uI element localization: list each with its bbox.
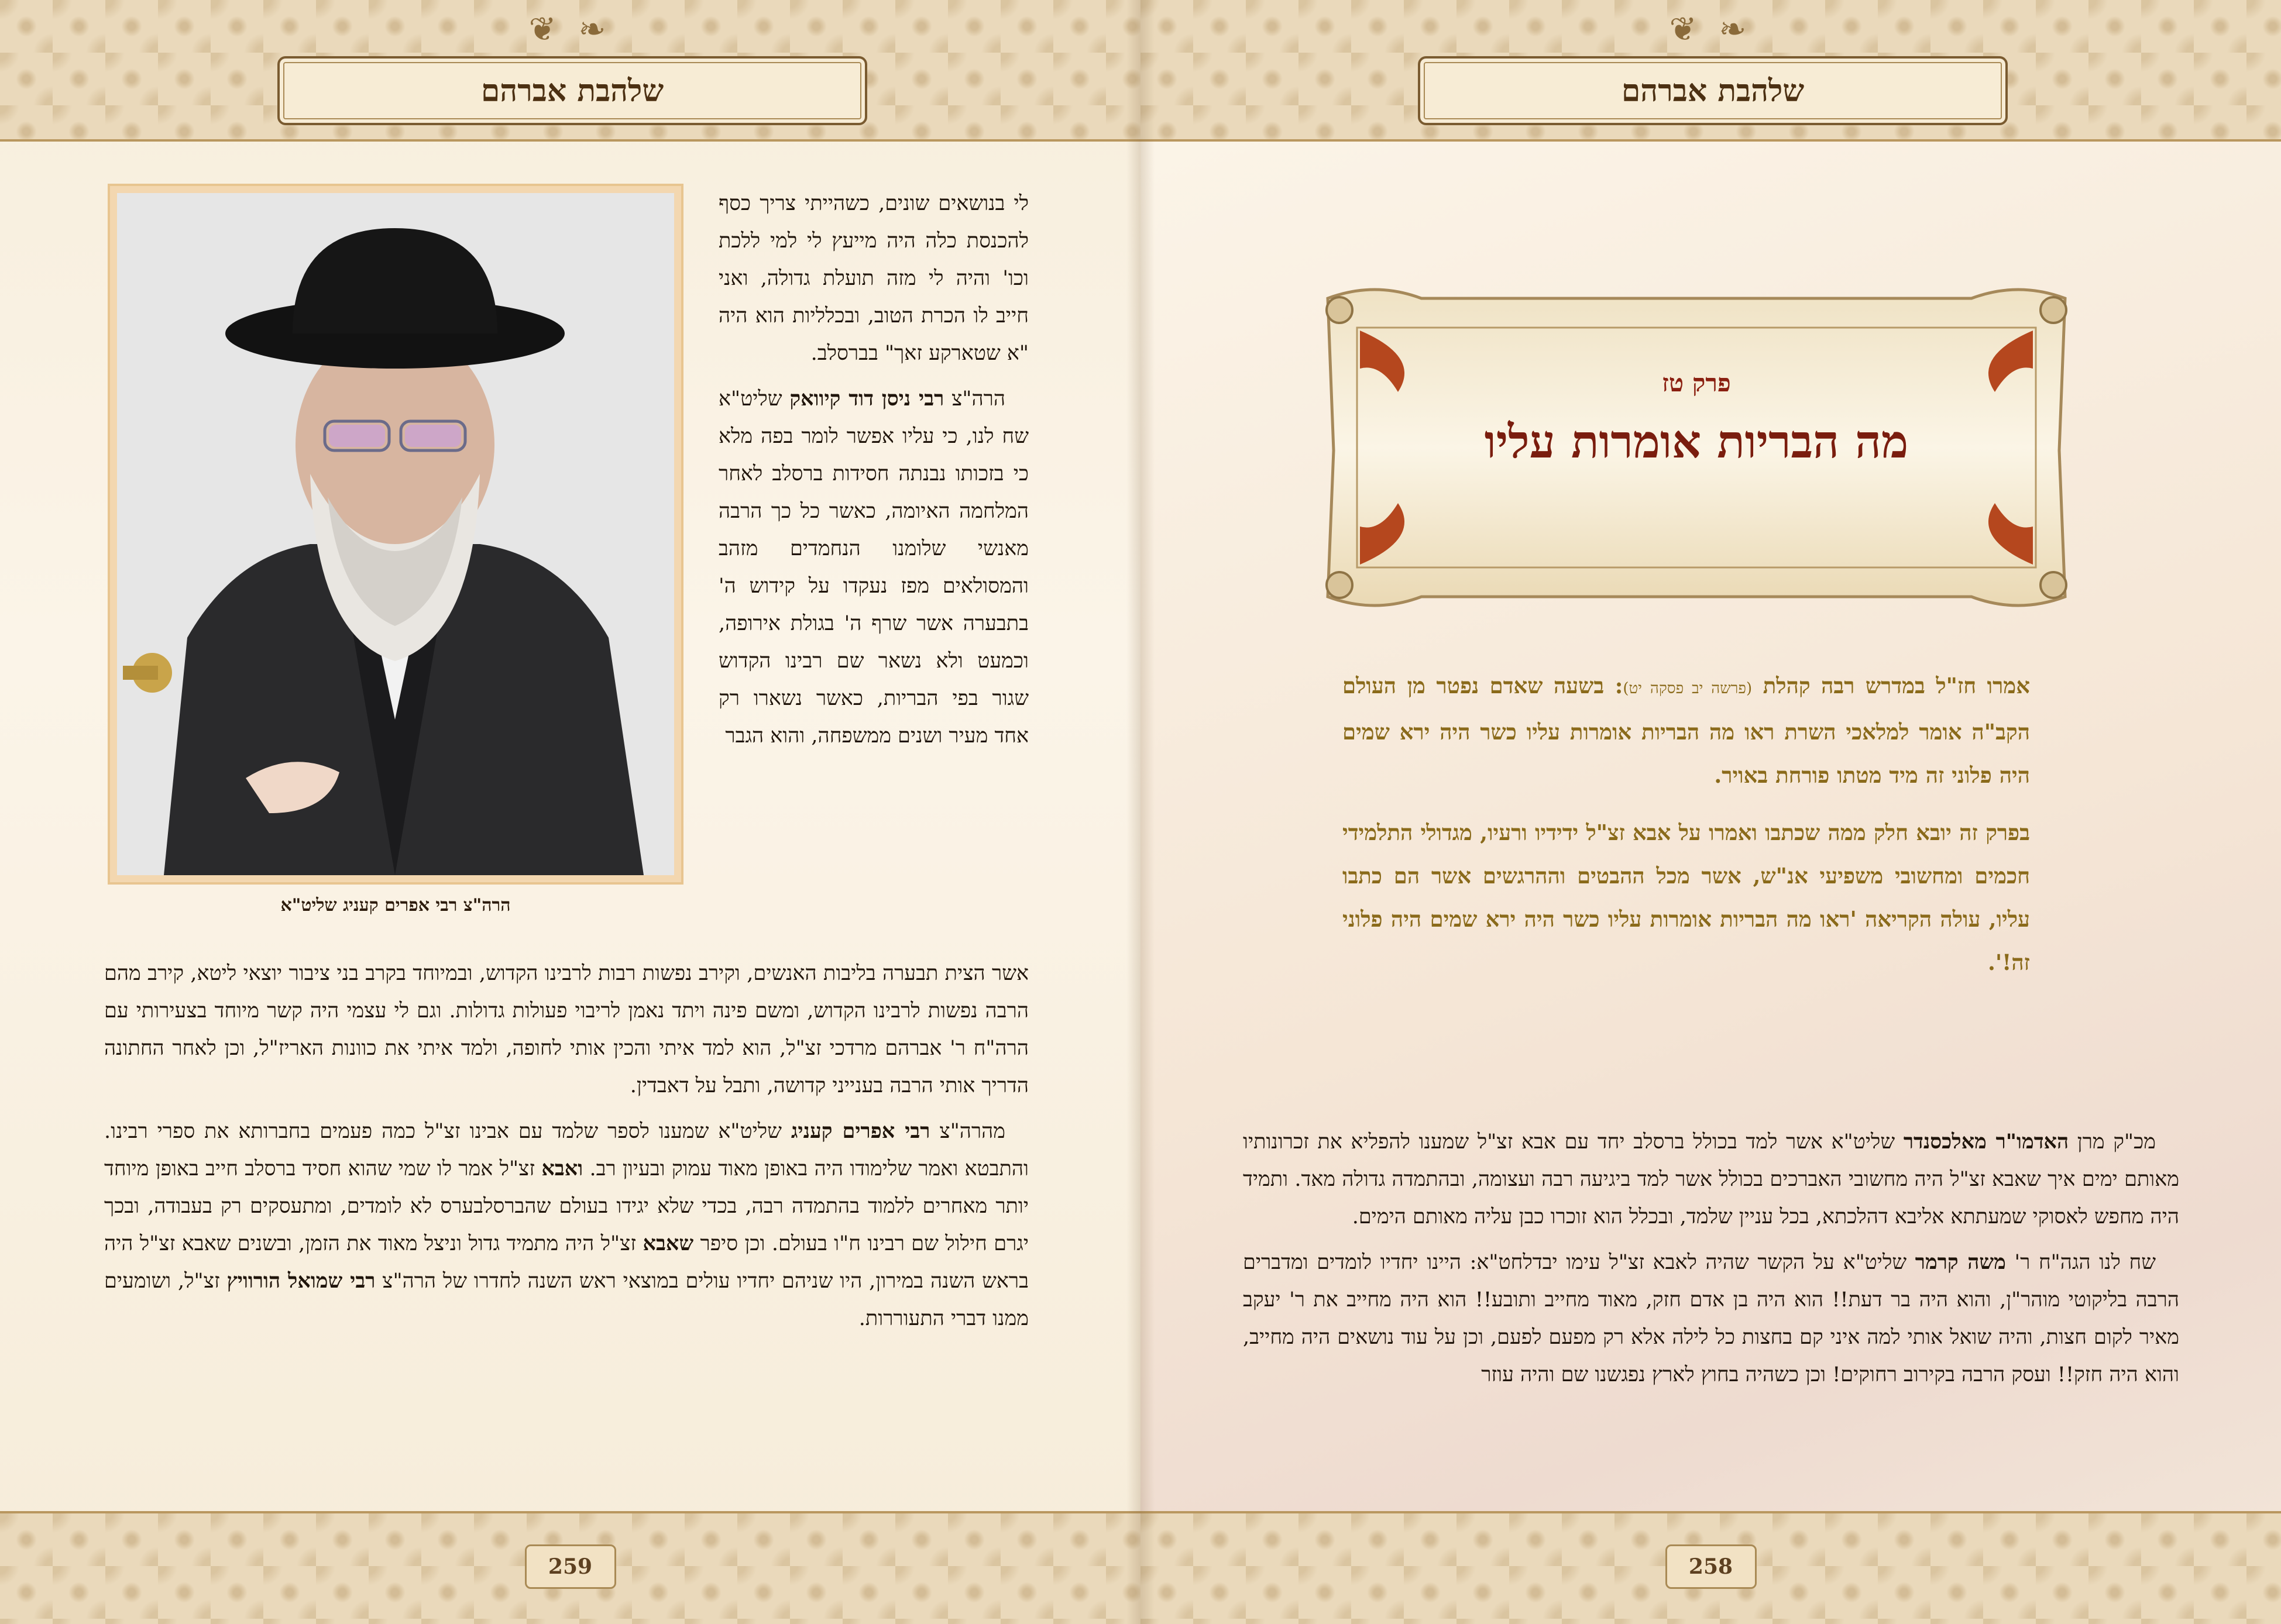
text-run: מכ"ק מרן: [2069, 1130, 2156, 1154]
rabbi-portrait-illustration: [117, 193, 674, 875]
name-bold: משה קרמר: [1915, 1250, 2006, 1274]
paragraph: [1243, 1244, 2179, 1394]
source-citation: (פרשה יב פסקה יט): [1623, 680, 1753, 697]
running-header: [1418, 56, 2008, 125]
text-run: שליט"א שח לנו, כי עליו אפשר לומר בפה מלא כי בזכותו נבנתה חסידות ברסלב לאחר המלחמה האיומה, כאשר כל כך הרבה מאנשי שלומנו הנחמדים מזהב והמסולאים מפז נעקדו על קידוש ה' בתבערה אשר שרף ה' בגולת אירופה, וכמעט ולא נשאר שם רבינו הקדוש שגור בפי הבריות, כאשר נשארו רק אחד מעיר ושנים ממשפחה, והוא הגבר: [719, 387, 1029, 748]
left-narrow-column: [719, 185, 1029, 763]
name-bold: שאבא: [643, 1231, 694, 1255]
name-bold: ואבא: [541, 1157, 583, 1181]
paragraph: [719, 380, 1029, 755]
page-258: [1140, 0, 2281, 1624]
book-spine-shadow: [1126, 0, 1155, 1624]
left-wide-column: [104, 955, 1029, 1346]
name-bold: רבי אפרים קעניג: [791, 1119, 930, 1143]
chapter-number: פרק טז: [1662, 369, 1731, 397]
paragraph: [1243, 1123, 2179, 1236]
chapter-title: מה הבריות אומרות עליו: [1484, 415, 1909, 469]
page-259: [0, 0, 1140, 1624]
name-bold: רבי ניסן דוד קיוואק: [789, 387, 944, 411]
right-body-column: [1243, 1123, 2179, 1402]
text-run: זצ"ל היה מתמיד גדול וניצל מאוד את הזמן, ובשנים שאבא זצ"ל היה בראש השנה במירון, היו שניהם יחדיו עולים במוצאי ראש השנה לחדרו של הרה"צ: [104, 1232, 1029, 1293]
name-bold: האדמו"ר מאלכסנדר: [1903, 1130, 2069, 1154]
intro-paragraph: [1342, 664, 2030, 797]
text-run: מהרה"צ: [930, 1120, 1005, 1143]
text-run: זצ"ל אמר לו שמי שהוא חסיד ברסלב חייב באופן מיוחד יותר מאחרים ללמוד בהתמדה רבה, בכדי שלא יגידו בעולם שהברסלבערס לא לומדים, ומתעסקים רק בעבודה, ובכך יגרם חילול שם רבינו ח"ו בעולם. וכן סיפר: [104, 1157, 1029, 1255]
paragraph: [104, 955, 1029, 1105]
chapter-scroll-banner: [1304, 275, 2088, 620]
text-run: הרה"צ: [944, 387, 1005, 411]
text-run: שליט"א על הקשר שהיה לאבא זצ"ל עימו יבדלחט"א: היינו יחדיו לומדים ומדברים הרבה בליקוטי מוהר"ן, והוא היה בר דעת!! הוא היה בן אדם חזק, מאוד מחייב ותובע!! הוא היה מחייב את ר' יעקב מאיר לקום חצות, והיה שואל אותי למה איני קם בחצות כל לילה אלא רק מפעם לפעם, וכן על עוד נושאים היה מחייב, והוא היה חזק!! ועסק הרבה בקירוב רחוקים! וכן כשהיה בחוץ לארץ נפגשנו שם והיה עוזר: [1243, 1251, 2179, 1386]
chapter-intro: [1342, 664, 2030, 998]
running-header-title: שלהבת אברהם: [1621, 73, 1805, 109]
page-number: 259: [525, 1544, 616, 1589]
top-flourish-icon: ❦ ❧: [1669, 11, 1753, 49]
text-run: בפרק זה יובא חלק ממה שכתבו ואמרו על אבא זצ"ל ידידיו ורעיו, מגדולי התלמידי חכמים ומחשובי משפיעי אנ"ש, אשר מכל ההבטים וההרגשים אשר הם כתבו עליו, עולה הקריאה 'ראו מה הבריות אומרות עליו כשר היה ירא שמים היה פלוני זה!'.: [1342, 820, 2030, 975]
photo-caption: הרה"צ רבי אפרים קעניג שליט"א: [280, 895, 511, 916]
top-flourish-icon: ❦ ❧: [528, 11, 612, 49]
paragraph: [719, 185, 1029, 372]
running-header: [277, 56, 867, 125]
top-pattern-band: [0, 0, 1140, 142]
portrait-photo: [117, 193, 674, 875]
text-run: זצ"ל, ושומעים ממנו דברי התעוררות.: [104, 1269, 1029, 1330]
text-run: שח לנו הגה"ח ר': [2005, 1251, 2156, 1274]
paragraph: [104, 1113, 1029, 1337]
intro-paragraph: [1342, 811, 2030, 984]
running-header-title: שלהבת אברהם: [480, 73, 664, 109]
top-pattern-band: [1140, 0, 2281, 142]
paragraph-text: לי בנושאים שונים, כשהייתי צריך כסף להכנסת כלה היה מייעץ לי למי ללכת וכו' והיה לי מזה תועלת גדולה, ואני חייב לו הכרת הטוב, ובכלליות הוא היה "א שטארקע זאך" בברסלב.: [719, 192, 1029, 365]
portrait-photo-frame: [110, 186, 681, 882]
page-number: 258: [1665, 1544, 1757, 1589]
text-run: שליט"א אשר למד בכולל ברסלב יחד עם אבא זצ"ל שמענו להפליא את זכרונותיו מאותם ימים איך שאבא זצ"ל היה מחשובי האברכים בכולל אשר למד ביגיעה רבה ועצומה, ובהתמדה גדולה מאד. ותמיד היה מחפש לאסוקי שמעתתא אליבא דהלכתא, בכל עניין שלמד, ובכלל הוא זוכרו כבן עליה מאותם הימים.: [1243, 1130, 2179, 1229]
name-bold: רבי שמואל הורוויץ: [226, 1269, 376, 1293]
text-run: אמרו חז"ל במדרש רבה קהלת: [1752, 673, 2030, 699]
text-run: : בשעה שאדם נפטר מן העולם הקב"ה אומר למלאכי השרת ראו מה הבריות אומרות עליו כשר היה ירא שמים היה פלוני זה מיד מטתו פורחת באויר.: [1342, 673, 2030, 788]
text-run: שליט"א שמענו לספר שלמד עם אבינו זצ"ל כמה פעמים בחברותא את ספרי רבינו. והתבטא ואמר שלימודו היה באופן מאוד עמוק ובעיון רב.: [104, 1120, 1029, 1181]
paragraph-text: אשר הצית תבערה בליבות האנשים, וקירב נפשות רבות לרבינו הקדוש, ובמיוחד בקרב בני ציבור יוצאי ליטא, קירב מהם הרבה נפשות לרבינו הקדוש, ומשם פינה ויתד נאמן לריבוי פעולות גדולות. וגם לי עצמי היה קשר מיוחד בצעירותי עם הרה"ח ר' אברהם מרדכי זצ"ל, הוא למד איתי והכין אותי לחופה, ולמד איתי את כוונות האריז"ל, וכן לאחר החתונה הדריך אותי הרבה בענייני קדושה, ותבל על דאבדין.: [104, 962, 1029, 1097]
